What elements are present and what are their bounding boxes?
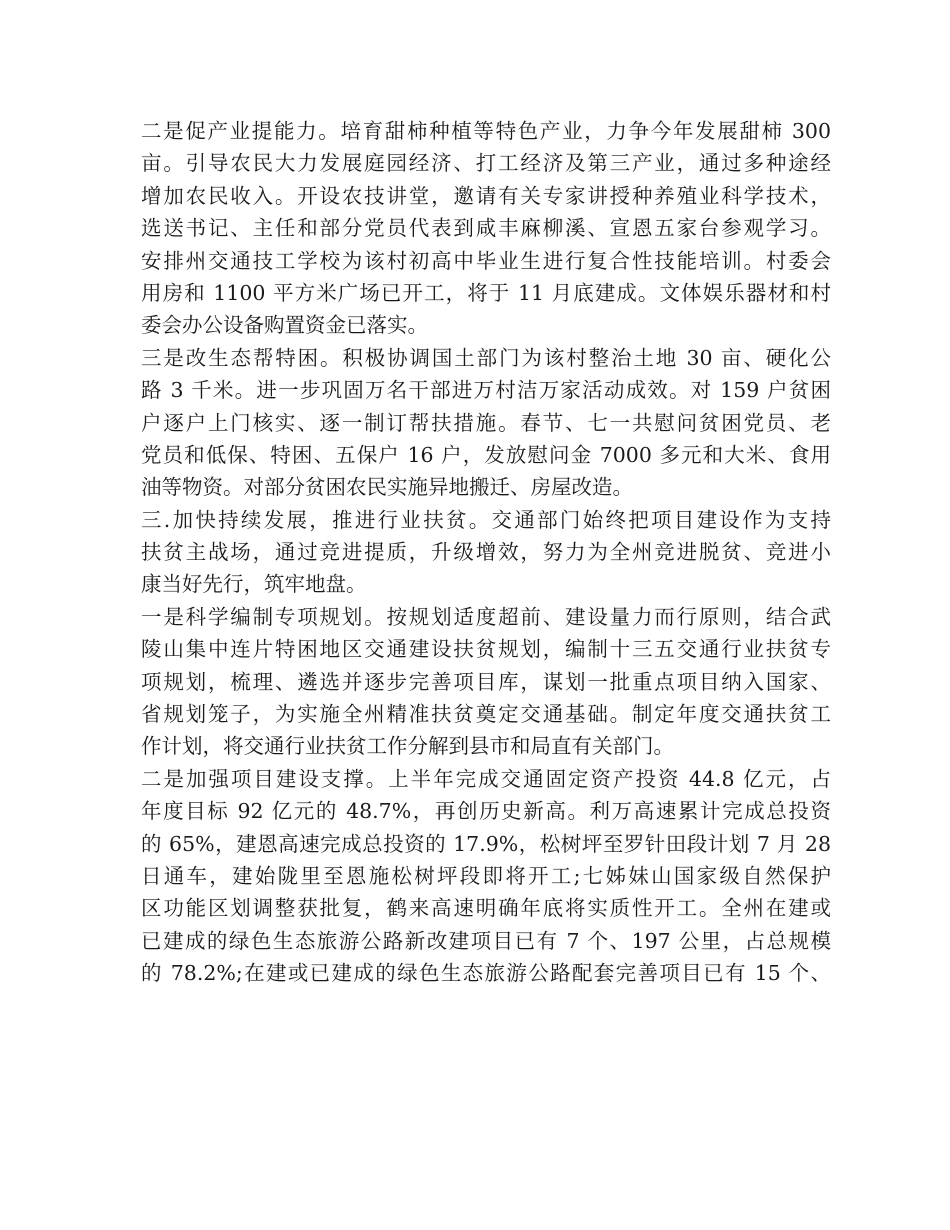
text-line: 三.加快持续发展，推进行业扶贫。交通部门始终把项目建设作为支持 xyxy=(141,507,831,532)
text-line: 康当好先行，筑牢地盘。 xyxy=(141,572,367,597)
text-line: 增加农民收入。开设农技讲堂，邀请有关专家讲授种养殖业科学技术， xyxy=(141,183,831,208)
text-line: 日通车，建始陇里至恩施松树坪段即将开工;七姊妹山国家级自然保护 xyxy=(141,863,831,888)
text-line: 二是加强项目建设支撑。上半年完成交通固定资产投资 44.8 亿元，占 xyxy=(141,766,831,791)
text-line: 油等物资。对部分贫困农民实施异地搬迁、房屋改造。 xyxy=(141,475,633,500)
text-line: 二是促产业提能力。培育甜柿种植等特色产业，力争今年发展甜柿 300 xyxy=(141,119,831,143)
text-line: 一是科学编制专项规划。按规划适度超前、建设量力而行原则，结合武 xyxy=(141,604,831,629)
text-line: 户逐户上门核实、逐一制订帮扶措施。春节、七一共慰问贫困党员、老 xyxy=(141,410,831,435)
text-line: 亩。引导农民大力发展庭园经济、打工经济及第三产业，通过多种途经 xyxy=(141,151,831,176)
text-line: 已建成的绿色生态旅游公路新改建项目已有 7 个、197 公里，占总规模 xyxy=(141,928,831,953)
text-line: 安排州交通技工学校为该村初高中毕业生进行复合性技能培训。村委会 xyxy=(141,248,831,273)
text-line: 作计划，将交通行业扶贫工作分解到县市和局直有关部门。 xyxy=(141,734,674,759)
text-line: 省规划笼子，为实施全州精准扶贫奠定交通基础。制定年度交通扶贫工 xyxy=(141,702,831,727)
text-line: 的 65%，建恩高速完成总投资的 17.9%，松树坪至罗针田段计划 7 月 28 xyxy=(141,831,831,856)
text-line: 用房和 1100 平方米广场已开工，将于 11 月底建成。文体娱乐器材和村 xyxy=(141,280,831,305)
document-body xyxy=(141,115,831,990)
text-line: 委会办公设备购置资金已落实。 xyxy=(141,313,428,338)
text-line: 三是改生态帮特困。积极协调国土部门为该村整治土地 30 亩、硬化公 xyxy=(141,345,831,370)
text-line: 党员和低保、特困、五保户 16 户，发放慰问金 7000 多元和大米、食用 xyxy=(141,442,831,467)
text-line: 扶贫主战场，通过竞进提质，升级增效，努力为全州竞进脱贫、竞进小 xyxy=(141,540,831,565)
text-line: 路 3 千米。进一步巩固万名干部进万村洁万家活动成效。对 159 户贫困 xyxy=(141,378,831,403)
text-line: 的 78.2%;在建或已建成的绿色生态旅游公路配套完善项目已有 15 个、 xyxy=(141,961,831,986)
text-line: 项规划，梳理、遴选并逐步完善项目库，谋划一批重点项目纳入国家、 xyxy=(141,669,831,694)
text-line: 年度目标 92 亿元的 48.7%，再创历史新高。利万高速累计完成总投资 xyxy=(141,799,831,824)
text-line: 选送书记、主任和部分党员代表到咸丰麻柳溪、宣恩五家台参观学习。 xyxy=(141,216,831,241)
text-line: 陵山集中连片特困地区交通建设扶贫规划，编制十三五交通行业扶贫专 xyxy=(141,637,831,662)
text-line: 区功能区划调整获批复，鹤来高速明确年底将实质性开工。全州在建或 xyxy=(141,896,831,921)
